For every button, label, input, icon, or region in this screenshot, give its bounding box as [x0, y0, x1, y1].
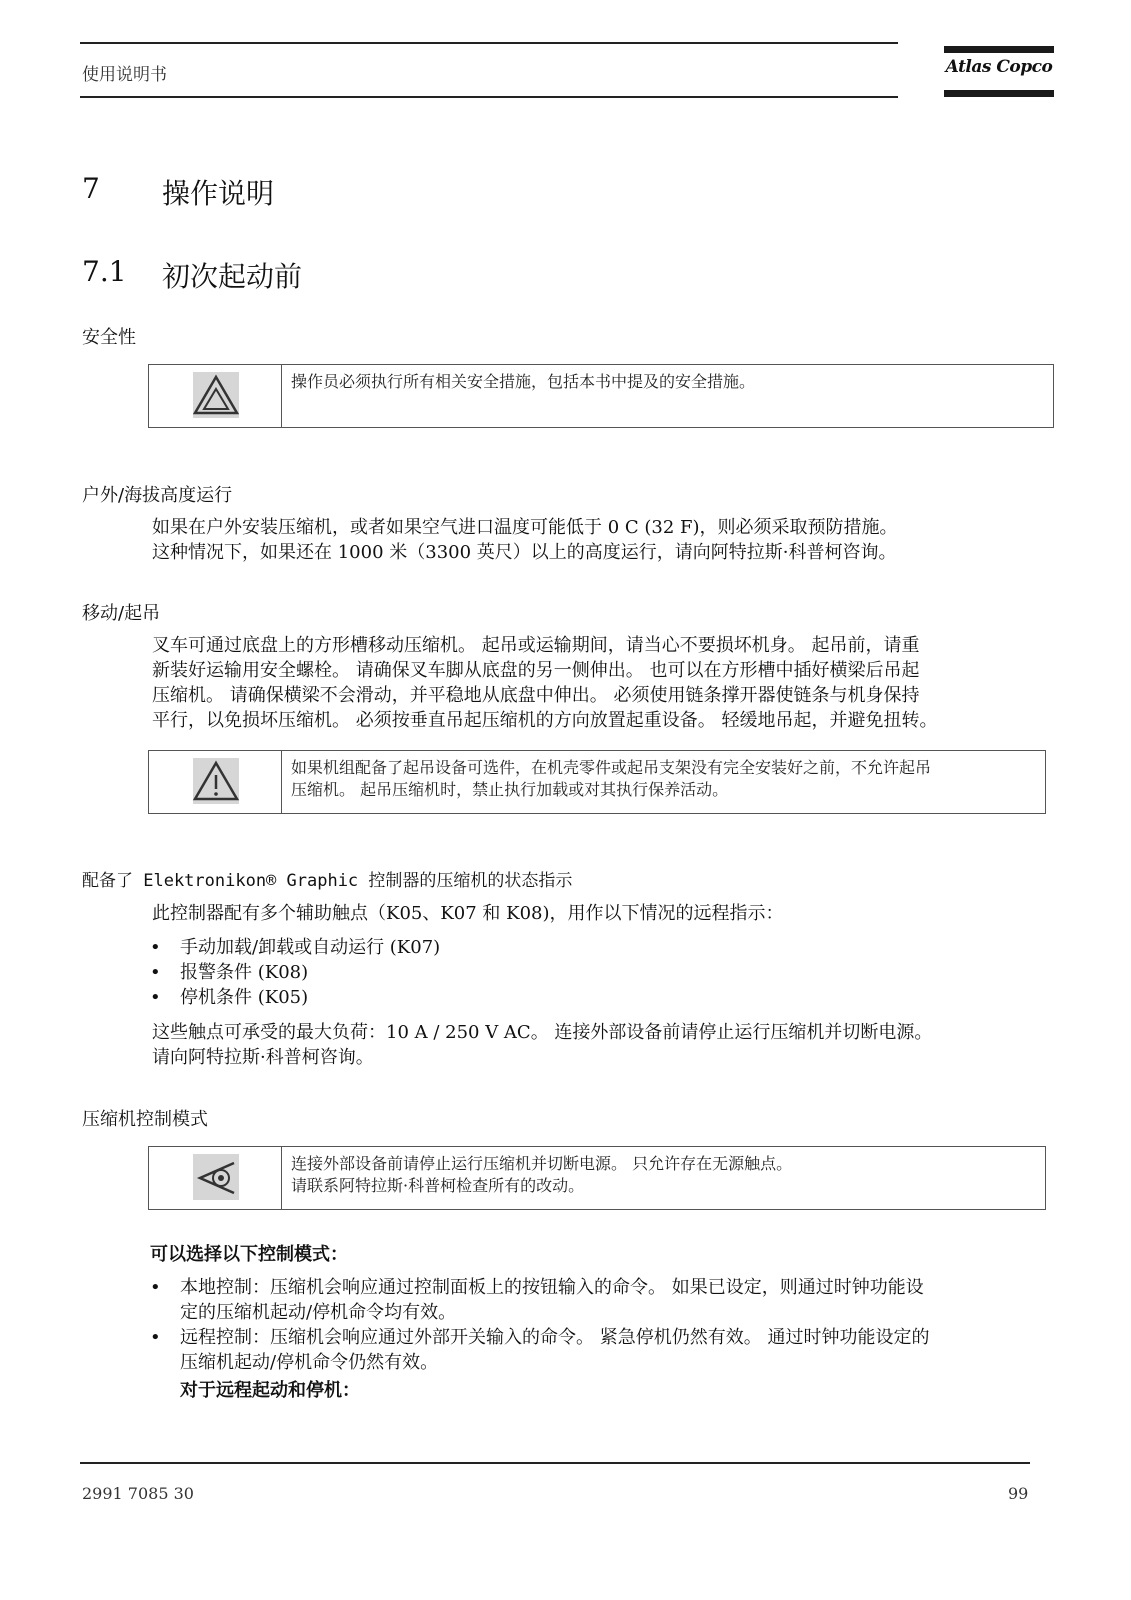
moving-line: 新装好运输用安全螺栓。 请确保叉车脚从底盘的另一侧伸出。 也可以在方形槽中插好横梁后吊起: [152, 660, 920, 681]
status-intro: 此控制器配有多个辅助触点（K05、K07 和 K08)，用作以下情况的远程指示：: [152, 903, 784, 924]
document-number: 2991 7085 30: [82, 1484, 194, 1503]
lifting-warning-box: [148, 750, 1046, 814]
remote-start-stop-subheading: 对于远程起动和停机：: [180, 1380, 360, 1401]
status-heading: 配备了 Elektronikon® Graphic 控制器的压缩机的状态指示: [82, 871, 573, 891]
warning-line: 压缩机。 起吊压缩机时，禁止执行加载或对其执行保养活动。: [291, 780, 729, 799]
control-notice-text: [291, 1153, 792, 1197]
warning-triangle-icon: [149, 751, 281, 813]
safety-icon-cell: [149, 365, 282, 427]
status-note: [152, 1020, 1057, 1070]
select-modes-heading: 可以选择以下控制模式：: [150, 1244, 348, 1265]
outdoor-line: 这种情况下，如果还在 1000 米（3300 英尺）以上的高度运行，请向阿特拉斯·科普柯咨询。: [152, 542, 897, 563]
logo-text: Atlas Copco: [945, 57, 1053, 77]
double-triangle-icon: [149, 365, 281, 427]
header-bottom-rule: [80, 96, 898, 98]
moving-line: 叉车可通过底盘上的方形槽移动压缩机。 起吊或运输期间，请当心不要损坏机身。 起吊前，请重: [152, 635, 920, 656]
status-note-line: 这些触点可承受的最大负荷：10 A / 250 V AC。 连接外部设备前请停止运行压缩机并切断电源。: [152, 1022, 933, 1043]
safety-notice-box: [148, 364, 1054, 428]
eye-notice-icon: [149, 1147, 281, 1209]
atlas-copco-logo: [944, 46, 1054, 100]
status-bullet-text: 停机条件 (K05): [180, 987, 309, 1008]
warning-icon-cell: [149, 751, 282, 813]
control-heading: 压缩机控制模式: [82, 1109, 208, 1130]
control-notice-box: [148, 1146, 1046, 1210]
chapter-title: 操作说明: [162, 177, 275, 210]
warning-line: 如果机组配备了起吊设备可选件，在机壳零件或起吊支架没有完全安装好之前，不允许起吊: [291, 758, 932, 777]
outdoor-paragraph: [152, 515, 1057, 565]
status-note-line: 请向阿特拉斯·科普柯咨询。: [152, 1047, 374, 1068]
section-title: 初次起动前: [162, 260, 303, 293]
page-number: 99: [1008, 1484, 1029, 1503]
control-notice-line: 连接外部设备前请停止运行压缩机并切断电源。 只允许存在无源触点。: [291, 1154, 793, 1173]
safety-notice-text: 操作员必须执行所有相关安全措施，包括本书中提及的安全措施。: [291, 372, 756, 391]
mode-local-line: 定的压缩机起动/停机命令均有效。: [180, 1302, 457, 1323]
header-top-rule: [80, 42, 898, 44]
notice-icon-cell: [149, 1147, 282, 1209]
document-title: 使用说明书: [82, 65, 167, 85]
section-number: 7.1: [82, 255, 127, 288]
mode-remote-line: 远程控制：压缩机会响应通过外部开关输入的命令。 紧急停机仍然有效。 通过时钟功能设定的: [180, 1327, 930, 1348]
chapter-number: 7: [82, 172, 100, 205]
moving-line: 压缩机。 请确保横梁不会滑动，并平稳地从底盘中伸出。 必须使用链条撑开器使链条与机身保持: [152, 685, 920, 706]
mode-remote-line: 压缩机起动/停机命令仍然有效。: [180, 1352, 439, 1373]
status-bullet-text: 手动加载/卸载或自动运行 (K07): [180, 937, 441, 958]
status-bullet-text: 报警条件 (K08): [180, 962, 309, 983]
mode-local-line: 本地控制：压缩机会响应通过控制面板上的按钮输入的命令。 如果已设定，则通过时钟功能设: [180, 1277, 924, 1298]
outdoor-heading: 户外/海拔高度运行: [82, 485, 233, 506]
outdoor-line: 如果在户外安装压缩机，或者如果空气进口温度可能低于 0 C (32 F)，则必须采取预防措施。: [152, 517, 898, 538]
moving-line: 平行，以免损坏压缩机。 必须按垂直吊起压缩机的方向放置起重设备。 轻缓地吊起，并避免扭转。: [152, 710, 938, 731]
footer-rule: [80, 1462, 1030, 1464]
control-notice-line: 请联系阿特拉斯·科普柯检查所有的改动。: [291, 1176, 585, 1195]
moving-paragraph: [152, 633, 1057, 733]
lifting-warning-text: [291, 757, 931, 801]
moving-heading: 移动/起吊: [82, 603, 161, 624]
safety-heading: 安全性: [82, 327, 136, 348]
